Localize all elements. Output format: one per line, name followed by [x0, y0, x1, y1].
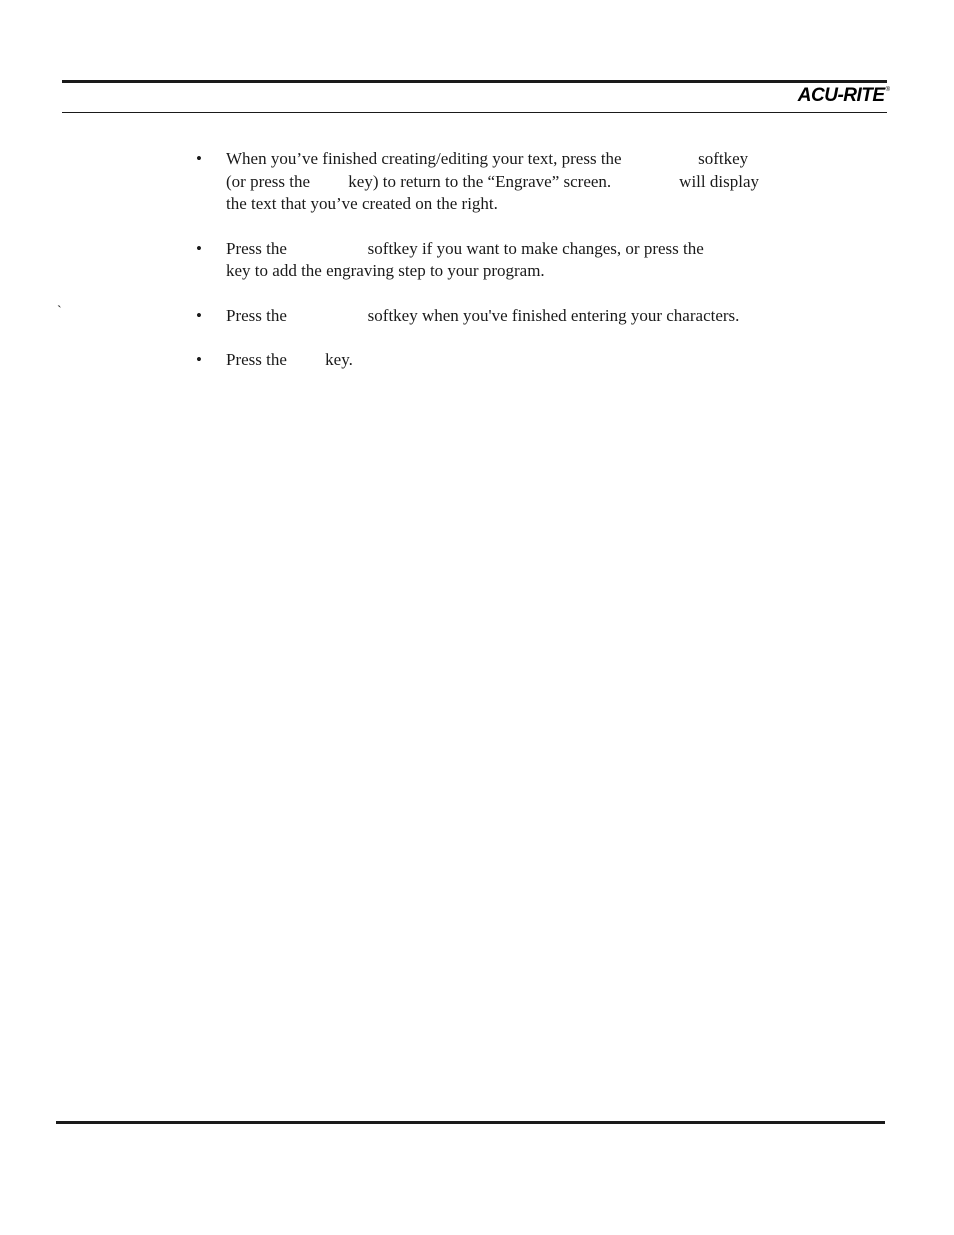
instruction-line: Press the softkey when you've finished entering your characters.	[226, 305, 740, 325]
footer-rule	[56, 1121, 885, 1124]
margin-mark: `	[57, 304, 62, 319]
bullet: •	[196, 350, 202, 369]
instruction-line: Press the softkey if you want to make changes, or press the	[226, 238, 704, 258]
instruction-line: the text that you’ve created on the right.	[226, 194, 498, 213]
instruction-make-changes	[196, 238, 836, 283]
instruction-line: key to add the engraving step to your program.	[226, 261, 545, 280]
header-rule-bottom	[62, 112, 887, 113]
brand-logo	[798, 86, 890, 106]
instruction-finish-characters	[196, 305, 836, 328]
bullet: •	[196, 238, 202, 258]
instruction-line: When you’ve finished creating/editing your text, press the softkey	[226, 149, 749, 168]
bullet: •	[196, 305, 202, 325]
instruction-press-key	[196, 349, 836, 372]
instruction-line: Press the key.	[226, 350, 353, 369]
instruction-finish-editing	[196, 148, 836, 216]
instruction-line: (or press the key) to return to the “Engrave” screen. will display	[226, 171, 759, 191]
instruction-list	[196, 148, 836, 372]
bullet: •	[196, 149, 202, 168]
registered-mark: ®	[885, 87, 890, 93]
brand-logo-text: ACU-RITE	[797, 85, 885, 106]
header-rule-top	[62, 80, 887, 83]
